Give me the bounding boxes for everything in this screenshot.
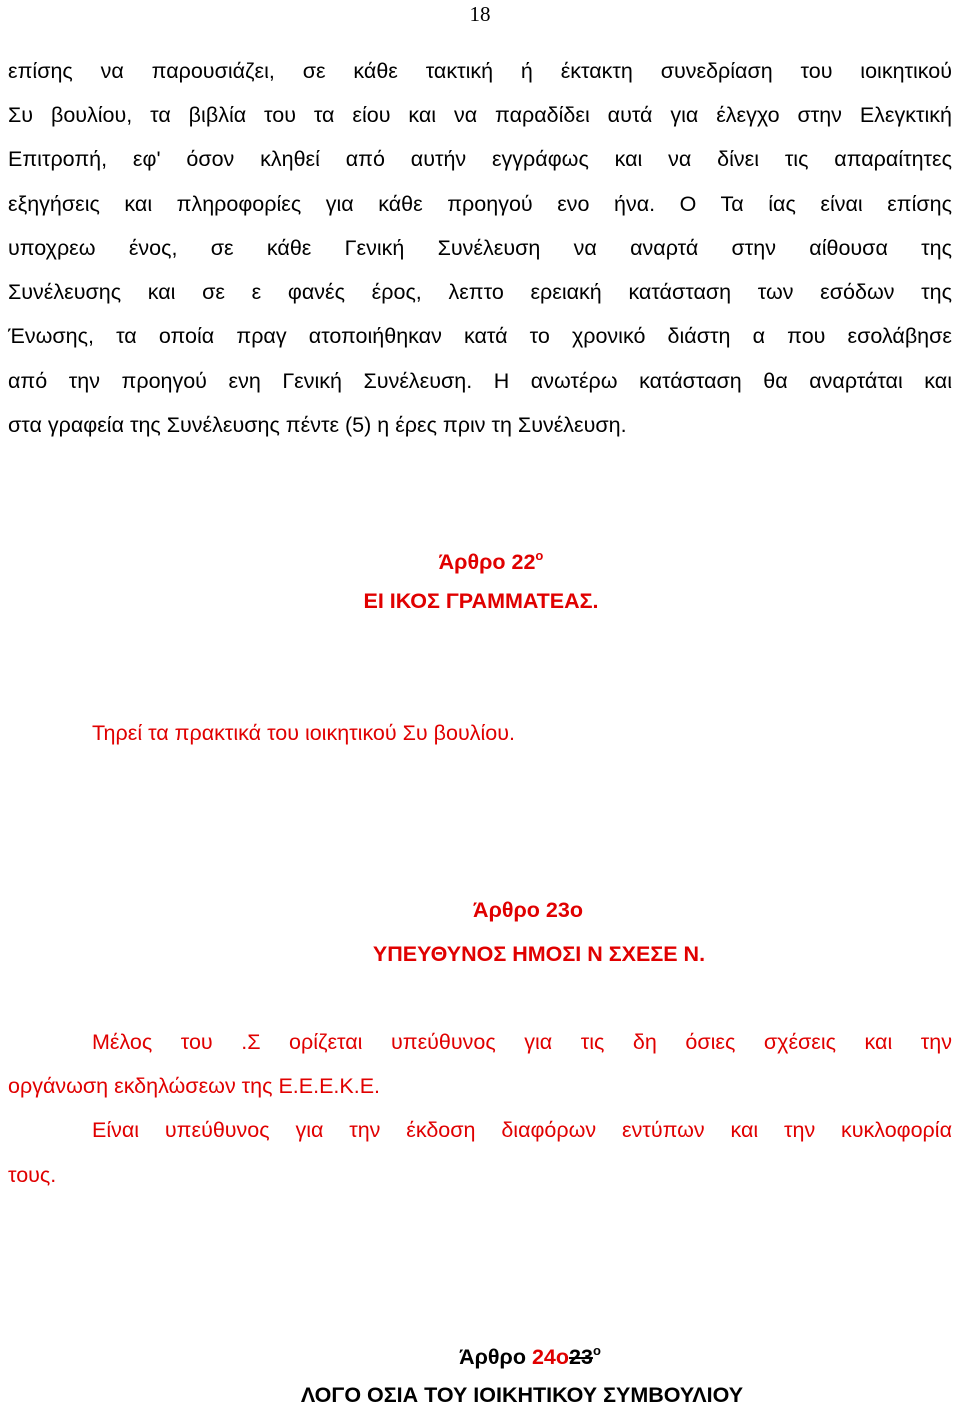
paragraph-line: υποχρεω ένος, σε κάθε Γενική Συνέλευση να αναρτά στην αίθουσα της: [8, 236, 952, 260]
paragraph-line: Συ βουλίου, τα βιβλία του τα είου και να παραδίδει αυτά για έλεγχο στην Ελεγκτική: [8, 103, 952, 127]
article-23-subtitle: ΥΠΕΥΘΥΝΟΣ ΗΜΟΣΙ Ν ΣΧΕΣΕ Ν.: [372, 942, 706, 966]
paragraph-line: από την προηγού ενη Γενική Συνέλευση. Η ανωτέρω κατάσταση θα αναρτάται και: [8, 369, 952, 393]
page-number: 18: [469, 2, 491, 26]
article-22-body: Τηρεί τα πρακτικά του ιοικητικού Συ βουλίου.: [92, 721, 515, 745]
paragraph-line: Ένωσης, τα οποία πραγ ατοποιήθηκαν κατά το χρονικό διάστη α που εσολάβησε: [8, 324, 952, 348]
article-24-title: Άρθρο $24o23^o$: [459, 1343, 601, 1369]
article-23-title: Άρθρο 23ο: [473, 898, 583, 922]
paragraph-line: επίσης να παρουσιάζει, σε κάθε τακτική ή έκτακτη συνεδρίαση του ιοικητικού: [8, 59, 952, 83]
article-23-para1-line2: οργάνωση εκδηλώσεων της Ε.Ε.Ε.Κ.Ε.: [8, 1074, 381, 1098]
paragraph-line: στα γραφεία της Συνέλευσης πέντε (5) η έρες πριν τη Συνέλευση.: [8, 413, 627, 437]
article-22-subtitle: ΕΙ ΙΚΟΣ ΓΡΑΜΜΑΤΕΑΣ.: [363, 589, 599, 613]
paragraph-line: εξηγήσεις και πληροφορίες για κάθε προηγού ενο ήνα. Ο Τα ίας είναι επίσης: [8, 192, 952, 216]
article-23-para2-line2: τους.: [8, 1163, 57, 1187]
article-24-subtitle: ΛΟΓΟ ΟΣΙΑ ΤΟΥ ΙΟΙΚΗΤΙΚΟΥ ΣΥΜΒΟΥΛΙΟΥ: [300, 1383, 744, 1407]
article-22-title: Άρθρο $22^o$: [438, 548, 544, 574]
paragraph-line: Συνέλευσης και σε ε φανές έρος, λεπτο ερειακή κατάσταση των εσόδων της: [8, 280, 952, 304]
article-23-para2-line1: Είναι υπεύθυνος για την έκδοση διαφόρων εντύπων και την κυκλοφορία: [92, 1118, 952, 1142]
paragraph-line: Επιτροπή, εφ' όσον κληθεί από αυτήν εγγράφως και να δίνει τις απαραίτητες: [8, 147, 952, 171]
article-23-para1-line1: Μέλος του .Σ ορίζεται υπεύθυνος για τις δη όσιες σχέσεις και την: [92, 1030, 952, 1054]
